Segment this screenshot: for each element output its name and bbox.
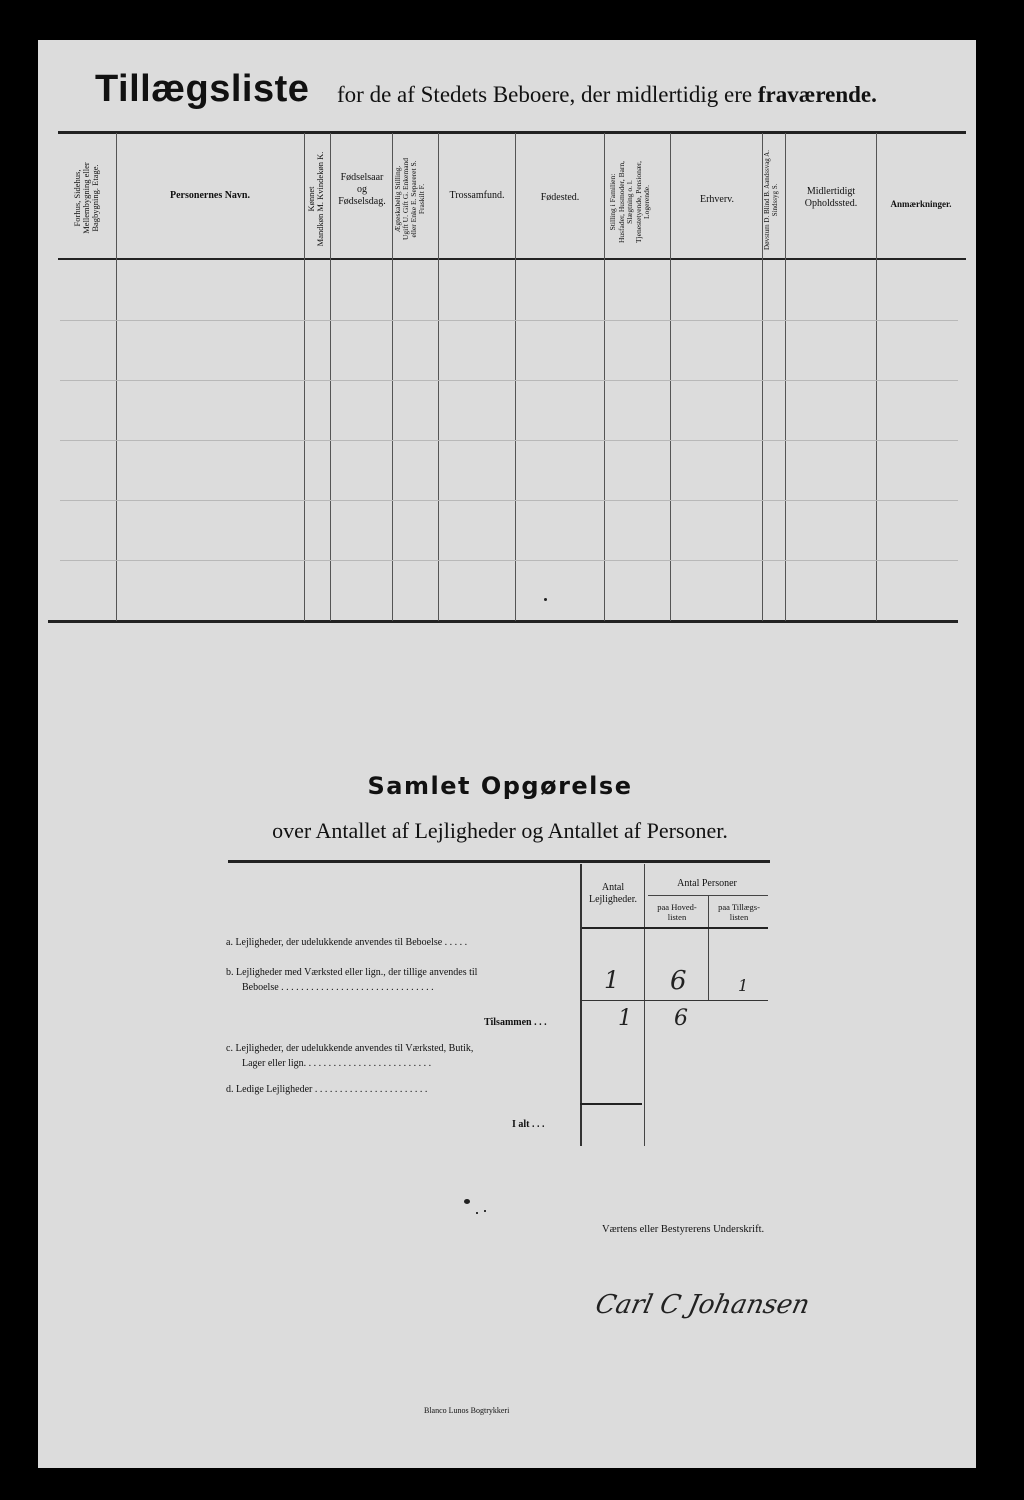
summary-title: Samlet Opgørelse (367, 772, 633, 800)
col-divider (116, 133, 117, 621)
header-birth: Fødselsaar og Fødselsdag. (338, 172, 386, 207)
summary-row-b2: Beboelse . . . . . . . . . . . . . . . . . . . . . . . . . . . . . . . (242, 982, 434, 993)
title-rest (337, 82, 877, 108)
table-bottom-rule (48, 620, 958, 623)
summary-row-a: a. Lejligheder, der udelukkende anvendes til Beboelse . . . . . (226, 937, 468, 948)
summary-rule (580, 1103, 642, 1105)
header-birthplace: Fødested. (540, 192, 580, 203)
tilsammen-antal-value: 1 (618, 1006, 632, 1031)
col-divider (785, 133, 786, 621)
row-line (60, 320, 958, 321)
summary-divider (644, 864, 645, 1146)
col-divider (670, 133, 671, 621)
summary-row-c2: Lager eller lign. . . . . . . . . . . . . . . . . . . . . . . . . . (242, 1058, 432, 1069)
signature-name: Carl C Johansen (592, 1290, 813, 1320)
summary-subtitle: over Antallet af Lejligheder og Antallet af Personer. (272, 818, 728, 843)
summary-tilsammen: Tilsammen . . . (484, 1017, 547, 1028)
ink-speck (484, 1210, 486, 1212)
tilsammen-hoved-value: 6 (674, 1006, 688, 1031)
stray-dot (544, 598, 547, 601)
ink-speck (476, 1212, 478, 1214)
summary-i-alt: I alt . . . (512, 1119, 545, 1130)
header-temporary-residence: Midlertidigt Opholdssted. (804, 186, 858, 209)
row-line (60, 560, 958, 561)
summary-col-hoved: paa Hoved- listen (657, 902, 697, 922)
summary-header-rule (582, 927, 768, 929)
header-building: Forhus, Sidehus, Mellembygning eller Bagbygning. Etage. (72, 162, 100, 234)
row-b-tillaeg-value: 1 (738, 976, 749, 995)
row-line (60, 380, 958, 381)
signature-label: Værtens eller Bestyrerens Underskrift. (602, 1224, 765, 1235)
printer-imprint: Blanco Lunos Bogtrykkeri (424, 1406, 510, 1415)
header-gender: Kønnet Mandkøn M. Kvindekøn K. (306, 151, 325, 247)
document-page (38, 40, 976, 1468)
header-marital: Ægteskabelig Stilling. Ugift U. Gift G. Enkemand eller Enke E. Separeret S. Fraskilt F. (393, 157, 426, 241)
summary-row-d: d. Ledige Lejligheder . . . . . . . . . . . . . . . . . . . . . . . (226, 1084, 428, 1095)
summary-row-b1: b. Lejligheder med Værksted eller lign., der tillige anvendes til (226, 967, 478, 978)
header-names: Personernes Navn. (170, 190, 250, 201)
title-rest-bold: fraværende. (757, 82, 877, 107)
header-disability: Døvstum D. Blind B. Aandssvag A. Sindssyg S. (763, 150, 779, 250)
summary-col-tillaeg: paa Tillægs- listen (718, 902, 760, 922)
row-b-antal-value: 1 (604, 966, 620, 994)
row-line (60, 440, 958, 441)
table-top-rule (58, 131, 966, 134)
header-religion: Trossamfund. (449, 190, 505, 201)
summary-row-c1: c. Lejligheder, der udelukkende anvendes til Værksted, Butik, (226, 1043, 474, 1054)
header-occupation: Erhverv. (699, 194, 735, 205)
header-family-position: Stilling i Familien: Husfader, Husmoder, Barn, Slægtning o. l. Tjenestetyende, Pensionær, Logerende. (608, 160, 651, 244)
header-remarks: Anmærkninger. (890, 199, 952, 209)
header-bottom-rule (58, 258, 966, 260)
summary-rule (648, 895, 768, 896)
col-divider (515, 133, 516, 621)
summary-col-personer: Antal Personer (677, 878, 737, 889)
summary-col-antal: Antal Lejligheder. (588, 882, 638, 905)
col-divider (304, 133, 305, 621)
col-divider (604, 133, 605, 621)
title-rest-plain: for de af Stedets Beboere, der midlertidig ere (337, 82, 758, 107)
row-line (60, 500, 958, 501)
col-divider (330, 133, 331, 621)
col-divider (876, 133, 877, 621)
summary-rule (582, 1000, 768, 1001)
title-main: Tillægsliste (95, 68, 310, 110)
ink-speck (464, 1199, 470, 1204)
row-b-hoved-value: 6 (670, 966, 687, 996)
summary-top-rule (228, 860, 770, 863)
col-divider (438, 133, 439, 621)
